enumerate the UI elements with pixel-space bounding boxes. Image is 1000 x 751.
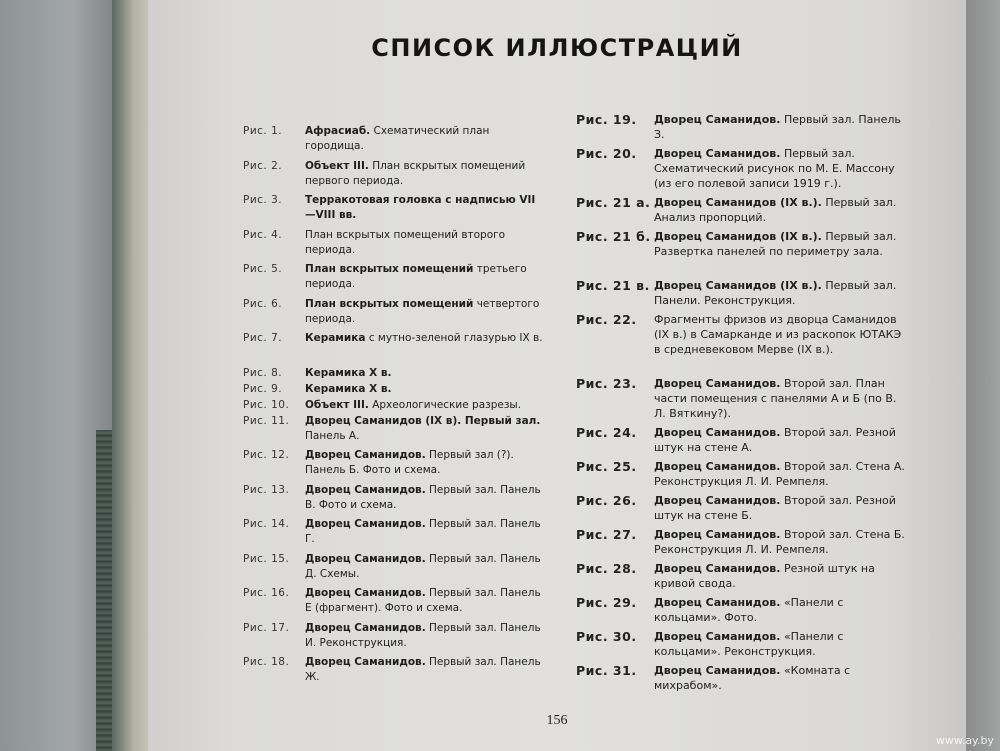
- figure-caption: Дворец Саманидов. Первый зал. Панель В. Фото и схема.: [305, 483, 541, 511]
- figure-number: Рис. 12.: [243, 449, 290, 461]
- list-item: [576, 493, 906, 527]
- book-page: [148, 0, 966, 751]
- book-spine: [112, 0, 152, 751]
- figure-caption: План вскрытых помещений второго периода.: [305, 228, 506, 256]
- figure-caption: Дворец Саманидов. Первый зал. Панель И. Реконструкция.: [305, 621, 541, 649]
- list-item: [243, 655, 543, 690]
- figure-number: Рис. 7.: [243, 332, 283, 344]
- figure-caption: Дворец Саманидов. «Панели с кольцами». Фото.: [654, 596, 844, 624]
- list-item: [243, 517, 543, 552]
- figure-caption: Дворец Саманидов (IX в). Первый зал. Панель А.: [305, 414, 541, 442]
- figure-number: Рис. 9.: [243, 382, 283, 395]
- figure-number: Рис. 23.: [576, 376, 637, 391]
- list-item: [243, 448, 543, 483]
- figure-caption: Дворец Саманидов. «Панели с кольцами». Реконструкция.: [654, 630, 844, 658]
- figure-number: Рис. 11.: [243, 414, 290, 427]
- list-item: [576, 425, 906, 459]
- figure-caption: Дворец Саманидов (IX в.). Первый зал. Анализ пропорций.: [654, 196, 897, 224]
- figure-number: Рис. 18.: [243, 656, 290, 668]
- figure-caption: Объект III. Археологические разрезы.: [305, 398, 522, 411]
- figure-number: Рис. 2.: [243, 159, 283, 172]
- list-item: [576, 146, 906, 195]
- list-item: [243, 262, 543, 297]
- figure-caption: Керамика с мутно-зеленой глазурью IX в.: [305, 332, 543, 344]
- list-item: [576, 629, 906, 663]
- list-item: [576, 278, 906, 312]
- list-item: [243, 193, 543, 228]
- list-item: [243, 297, 543, 332]
- figure-caption: Дворец Саманидов. Первый зал. Схематический рисунок по М. Е. Массону (из его полевой записи 1919 г.).: [654, 147, 895, 190]
- figure-number: Рис. 10.: [243, 398, 290, 411]
- figure-number: Рис. 26.: [576, 493, 637, 508]
- figure-number: Рис. 1.: [243, 125, 283, 137]
- figure-number: Рис. 29.: [576, 595, 637, 610]
- list-item: [576, 376, 906, 425]
- list-item: [243, 552, 543, 587]
- figure-number: Рис. 6.: [243, 297, 283, 310]
- figure-caption: Керамика X в.: [305, 382, 392, 395]
- list-item: [243, 414, 543, 449]
- figure-caption: Дворец Саманидов. Первый зал. Панель Д. Схемы.: [305, 552, 541, 580]
- list-item: [576, 527, 906, 561]
- watermark: www.ay.by: [935, 734, 994, 747]
- list-item: [576, 595, 906, 629]
- figure-number: Рис. 22.: [576, 312, 637, 327]
- figure-number: Рис. 25.: [576, 459, 637, 474]
- figure-number: Рис. 21 б.: [576, 229, 651, 244]
- figure-number: Рис. 21 а.: [576, 195, 651, 210]
- figure-number: Рис. 15.: [243, 552, 290, 565]
- figure-number: Рис. 24.: [576, 425, 637, 440]
- figure-number: Рис. 30.: [576, 629, 637, 644]
- figure-number: Рис. 17.: [243, 621, 290, 634]
- figure-number: Рис. 8.: [243, 366, 283, 379]
- list-item: [576, 561, 906, 595]
- figure-number: Рис. 3.: [243, 194, 283, 206]
- figure-caption: Дворец Саманидов. «Комната с михрабом».: [654, 664, 851, 692]
- list-item: [243, 331, 543, 366]
- illustration-list-left: [243, 124, 543, 690]
- list-item: [243, 159, 543, 194]
- figure-caption: Афрасиаб. Схематический план городища.: [305, 125, 490, 152]
- figure-number: Рис. 4.: [243, 228, 283, 241]
- figure-number: Рис. 16.: [243, 587, 290, 599]
- figure-number: Рис. 19.: [576, 112, 637, 127]
- figure-number: Рис. 28.: [576, 561, 637, 576]
- list-item: [243, 382, 543, 398]
- figure-caption: Объект III. План вскрытых помещений первого периода.: [305, 159, 526, 187]
- figure-caption: Терракотовая головка с надписью VII—VIII вв.: [305, 194, 536, 221]
- figure-caption: Дворец Саманидов. Второй зал. Стена А. Реконструкция Л. И. Ремпеля.: [654, 460, 905, 488]
- figure-caption: План вскрытых помещений третьего периода.: [305, 263, 527, 290]
- illustration-list-right: [576, 112, 906, 697]
- list-item: [243, 483, 543, 518]
- figure-caption: Дворец Саманидов. Первый зал. Панель Е (фрагмент). Фото и схема.: [305, 587, 541, 614]
- page-title: СПИСОК ИЛЛЮСТРАЦИЙ: [371, 34, 743, 62]
- figure-caption: Дворец Саманидов. Второй зал. Резной штук на стене А.: [654, 426, 896, 454]
- figure-caption: Керамика X в.: [305, 366, 392, 379]
- background-right: [966, 0, 1000, 751]
- list-item: [576, 112, 906, 146]
- figure-caption: Дворец Саманидов. Второй зал. План части помещения с панелями А и Б (по В. Л. Вяткину?).: [654, 377, 897, 420]
- figure-caption: Дворец Саманидов (IX в.). Первый зал. Панели. Реконструкция.: [654, 279, 897, 307]
- list-item: [243, 586, 543, 621]
- figure-caption: Дворец Саманидов. Первый зал (?). Панель Б. Фото и схема.: [305, 449, 514, 476]
- figure-number: Рис. 13.: [243, 483, 290, 496]
- figure-number: Рис. 14.: [243, 518, 290, 530]
- figure-caption: Дворец Саманидов. Второй зал. Резной штук на стене Б.: [654, 494, 896, 522]
- list-item: [243, 366, 543, 382]
- figure-number: Рис. 21 в.: [576, 278, 650, 293]
- figure-caption: План вскрытых помещений четвертого периода.: [305, 297, 540, 325]
- list-item: [576, 663, 906, 697]
- list-item: [243, 124, 543, 159]
- list-item: [576, 229, 906, 278]
- list-item: [576, 459, 906, 493]
- list-item: [576, 312, 906, 376]
- figure-caption: Дворец Саманидов. Второй зал. Стена Б. Реконструкция Л. И. Ремпеля.: [654, 528, 905, 556]
- figure-number: Рис. 20.: [576, 146, 637, 161]
- figure-caption: Дворец Саманидов (IX в.). Первый зал. Развертка панелей по периметру зала.: [654, 230, 897, 258]
- figure-caption: Дворец Саманидов. Первый зал. Панель З.: [654, 113, 901, 141]
- list-item: [243, 621, 543, 656]
- list-item: [243, 228, 543, 263]
- figure-caption: Дворец Саманидов. Резной штук на кривой свода.: [654, 562, 875, 590]
- figure-caption: Дворец Саманидов. Первый зал. Панель Г.: [305, 518, 541, 545]
- list-item: [576, 195, 906, 229]
- page-number: 156: [546, 713, 568, 728]
- figure-number: Рис. 31.: [576, 663, 637, 678]
- figure-caption: Фрагменты фризов из дворца Саманидов (IX в.) в Самарканде и из раскопок ЮТАКЭ в средневековом Мерве (IX в.).: [654, 313, 902, 356]
- figure-caption: Дворец Саманидов. Первый зал. Панель Ж.: [305, 656, 541, 683]
- figure-number: Рис. 5.: [243, 263, 283, 275]
- figure-number: Рис. 27.: [576, 527, 637, 542]
- list-item: [243, 398, 543, 414]
